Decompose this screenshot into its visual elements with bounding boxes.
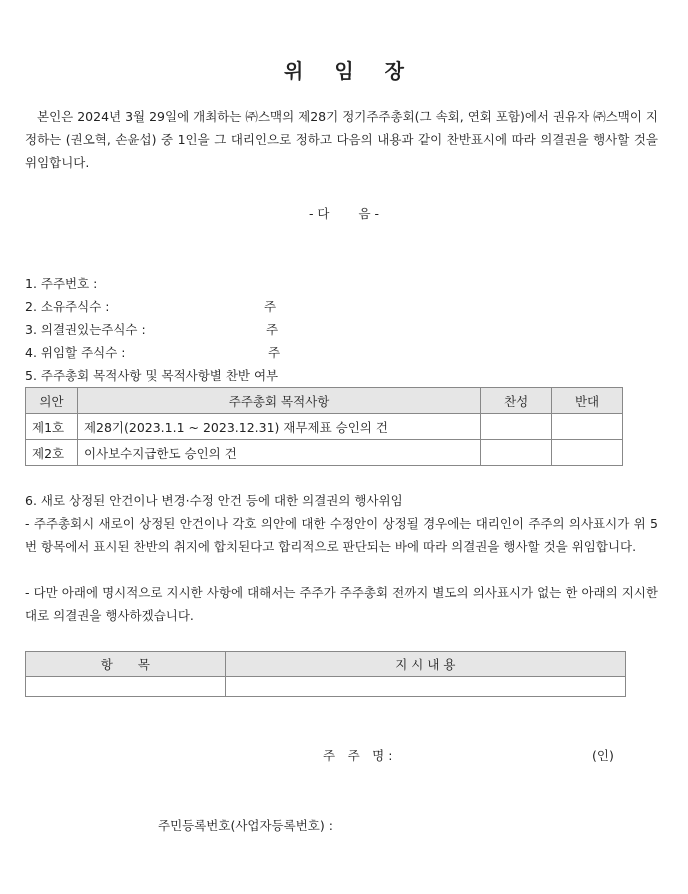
instruction-item-cell[interactable] <box>26 677 226 697</box>
section6-paragraph-1: - 주주총회시 새로이 상정된 안건이나 각호 의안에 대한 수정안이 상정될 경우에는 대리인이 주주의 의사표시가 위 5번 항목에서 표시된 찬반의 취지에 합치된다고 합리적으로 판단되는 바에 따라 의결권을 행사할 것을 위임합니다. <box>25 516 658 554</box>
header-agenda: 의안 <box>26 388 78 414</box>
item-delegated-shares: 4. 위임할 주식수 : <box>25 345 126 360</box>
header-approve: 찬성 <box>481 388 552 414</box>
item-voting-shares: 3. 의결권있는주식수 : <box>25 322 146 337</box>
intro-paragraph: 본인은 2024년 3월 29일에 개최하는 ㈜스맥의 제28기 정기주주총회(그 속회, 연회 포함)에서 권유자 ㈜스맥이 지정하는 (권오혁, 손윤섭) 중 1인을 그 대리인으로 정하고 다음의 내용과 같이 찬반표시에 따라 의결권을 행사할 것을 위임합니다. <box>25 109 658 170</box>
unit-delegated-shares: 주 <box>268 345 281 360</box>
header-item: 항 목 <box>26 652 226 677</box>
section6-heading: 6. 새로 상정된 안건이나 변경·수정 안건 등에 대한 의결권의 행사위임 <box>25 493 403 508</box>
header-oppose: 반대 <box>552 388 623 414</box>
vote-table-header <box>26 388 623 414</box>
header-subject: 주주총회 목적사항 <box>77 388 480 414</box>
item-agenda-votes: 5. 주주총회 목적사항 및 목적사항별 찬반 여부 <box>25 368 279 383</box>
instruction-table-header <box>26 652 626 677</box>
approve-cell[interactable] <box>481 440 552 466</box>
agenda-no: 제1호 <box>26 414 78 440</box>
item-owned-shares: 2. 소유주식수 : <box>25 299 110 314</box>
instruction-content-cell[interactable] <box>225 677 625 697</box>
agenda-subject: 이사보수지급한도 승인의 건 <box>77 440 480 466</box>
agenda-subject: 제28기(2023.1.1 ~ 2023.12.31) 재무제표 승인의 건 <box>77 414 480 440</box>
da-eum-heading: - 다 음 - <box>308 206 380 221</box>
unit-owned-shares: 주 <box>264 299 277 314</box>
seal-mark: (인) <box>592 748 614 763</box>
table-row <box>26 677 626 697</box>
header-instruction: 지 시 내 용 <box>225 652 625 677</box>
title-char: 임 <box>334 59 354 83</box>
table-row <box>26 414 623 440</box>
registration-number-label: 주민등록번호(사업자등록번호) : <box>158 818 333 833</box>
instruction-table <box>25 651 626 697</box>
approve-cell[interactable] <box>481 414 552 440</box>
table-row <box>26 440 623 466</box>
shareholder-name-label: 주 주 명 : <box>323 748 393 763</box>
document-title <box>0 55 688 84</box>
oppose-cell[interactable] <box>552 440 623 466</box>
title-char: 위 <box>284 59 304 83</box>
oppose-cell[interactable] <box>552 414 623 440</box>
vote-table <box>25 387 623 466</box>
item-shareholder-number: 1. 주주번호 : <box>25 276 98 291</box>
title-char: 장 <box>384 59 404 83</box>
section6-paragraph-2: - 다만 아래에 명시적으로 지시한 사항에 대해서는 주주가 주주총회 전까지 별도의 의사표시가 없는 한 아래의 지시한 대로 의결권을 행사하겠습니다. <box>25 585 658 623</box>
agenda-no: 제2호 <box>26 440 78 466</box>
unit-voting-shares: 주 <box>266 322 279 337</box>
